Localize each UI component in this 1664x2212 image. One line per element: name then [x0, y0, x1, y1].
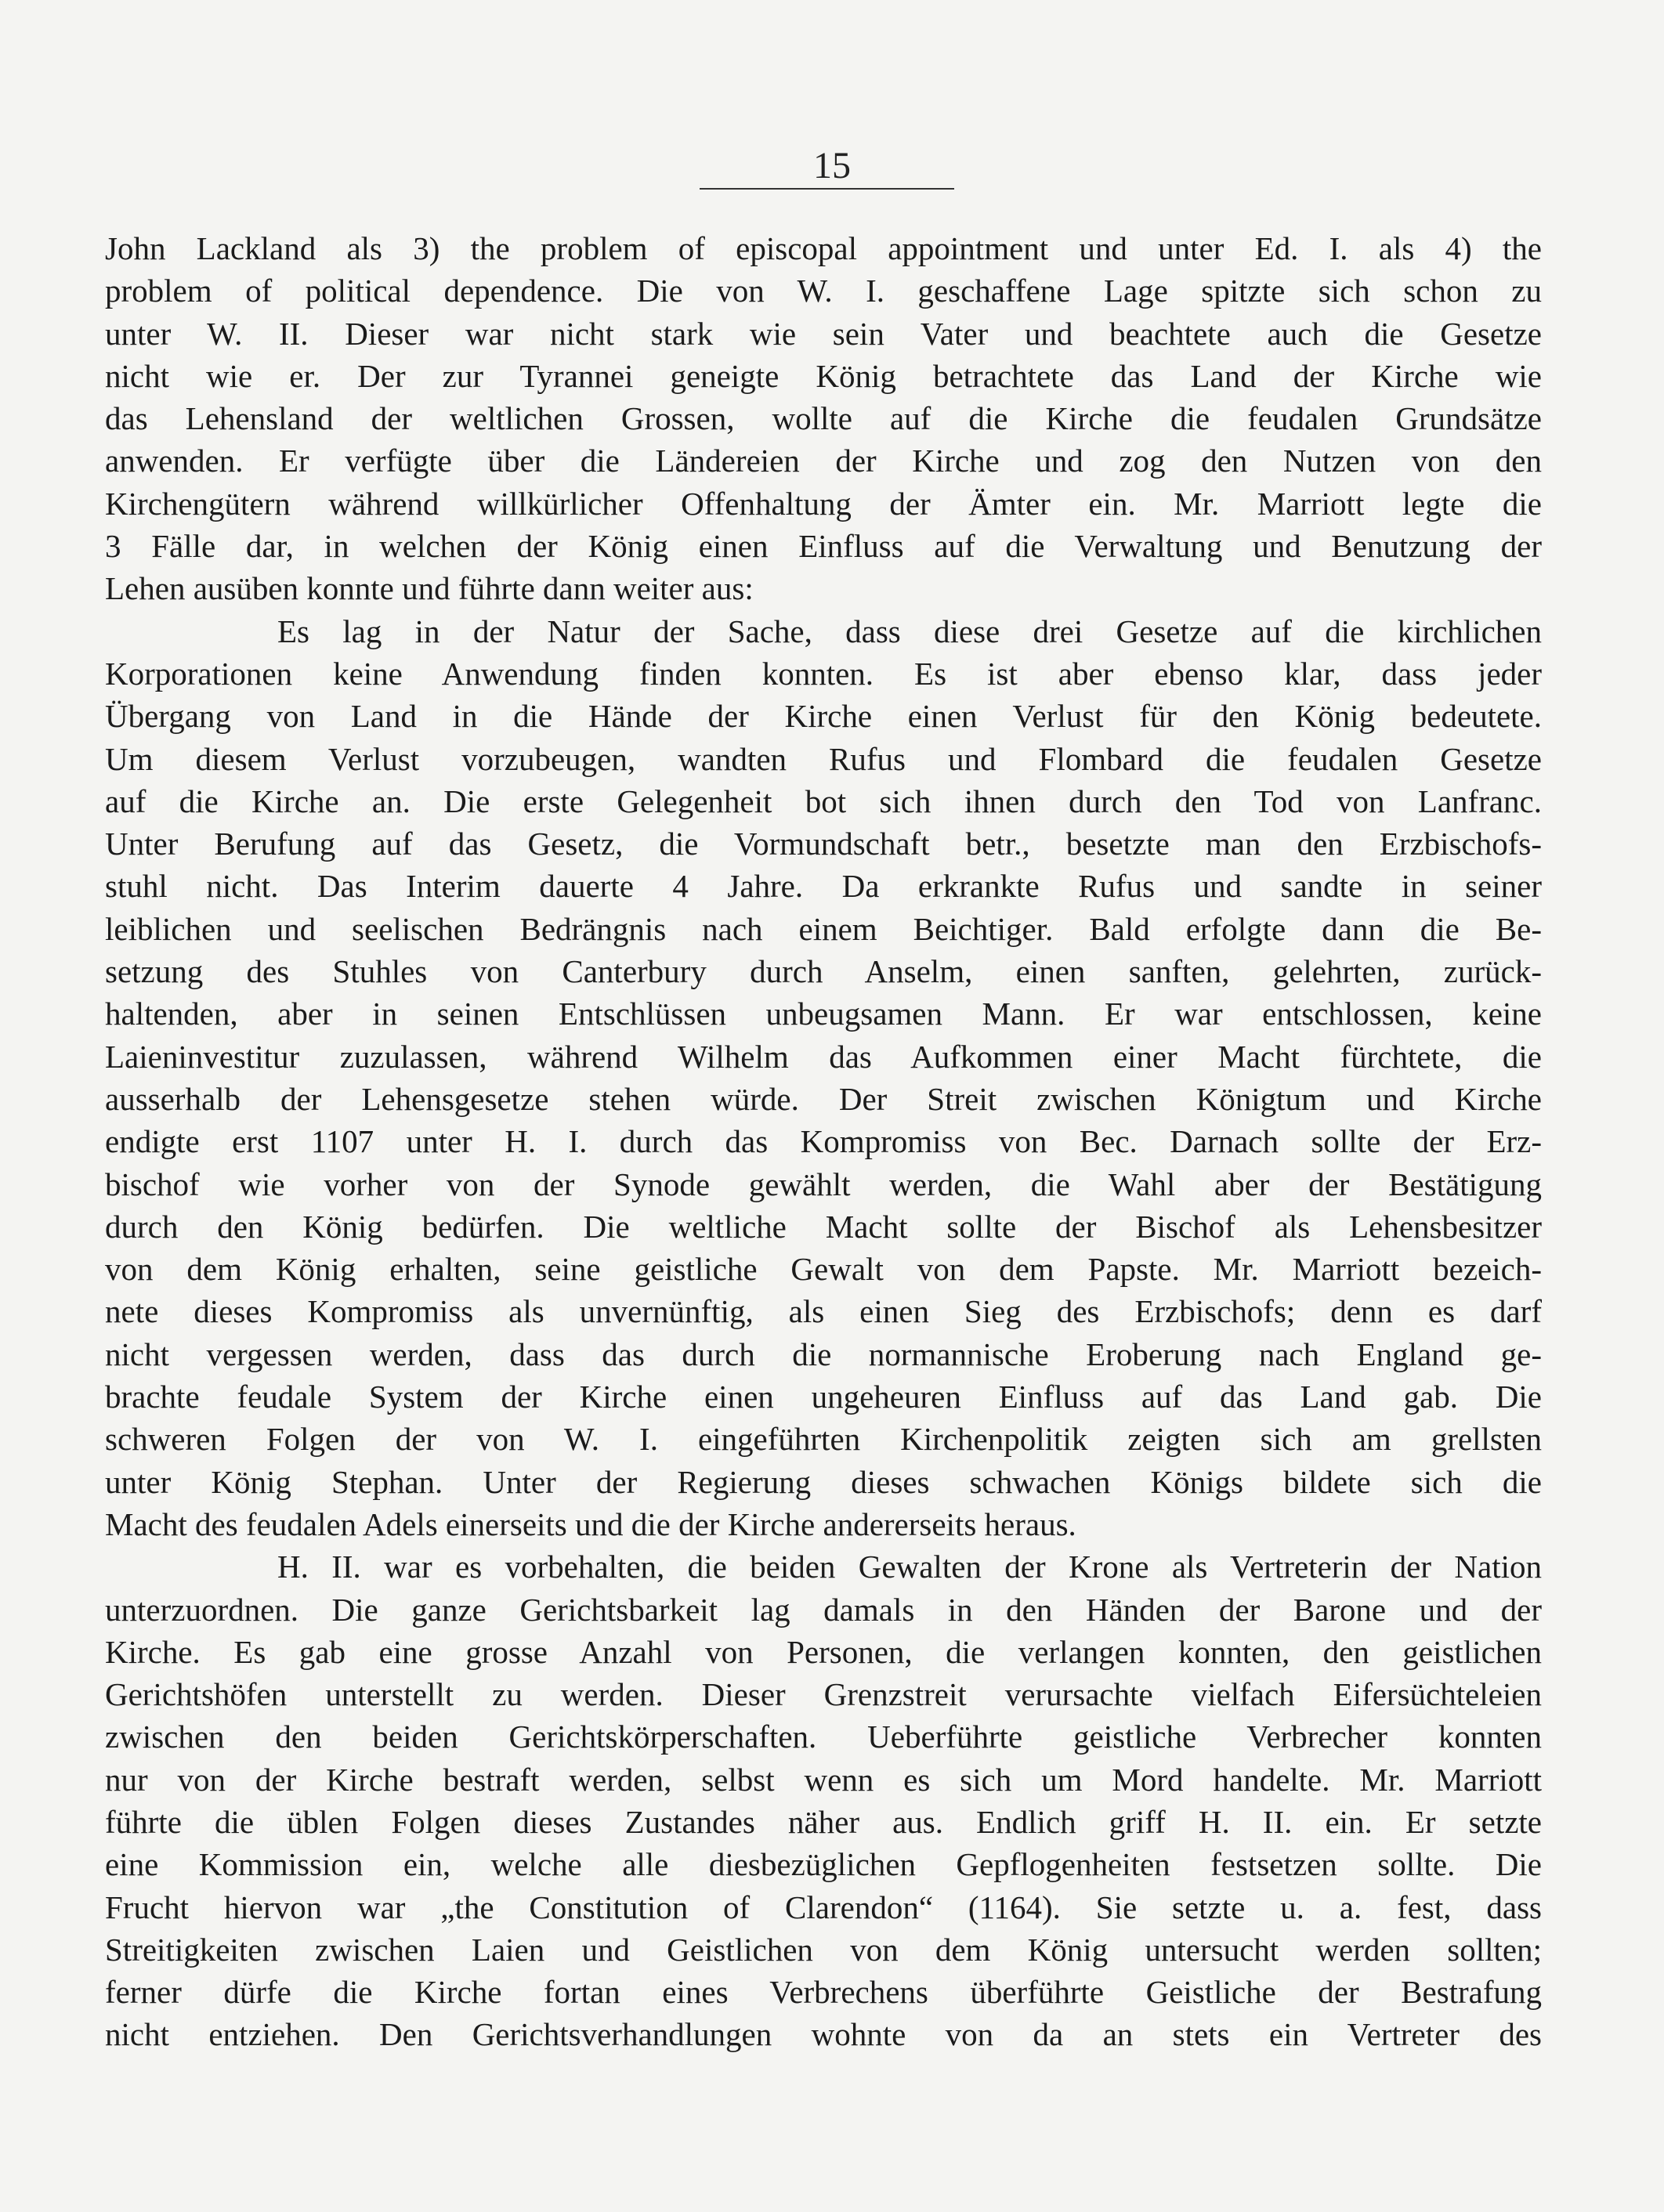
header-rule [700, 188, 954, 190]
text-line: unter König Stephan. Unter der Regierung dieses schwachen Königs bildete sich die [105, 1463, 1542, 1500]
text-line: Kirchengütern während willkürlicher Offenhaltung der Ämter ein. Mr. Marriott legte die [105, 485, 1542, 522]
body-text [105, 227, 1542, 2056]
paragraph [105, 227, 1542, 610]
text-line: unter W. II. Dieser war nicht stark wie sein Vater und beachtete auch die Gesetze [105, 315, 1542, 352]
text-line: nete dieses Kompromiss als unvernünftig, als einen Sieg des Erzbischofs; denn es darf [105, 1293, 1542, 1330]
text-line: setzung des Stuhles von Canterbury durch Anselm, einen sanften, gelehrten, zurück- [105, 953, 1542, 990]
text-line: schweren Folgen der von W. I. eingeführten Kirchenpolitik zeigten sich am grellsten [105, 1421, 1542, 1458]
text-line: nicht vergessen werden, dass das durch die normannische Eroberung nach England ge- [105, 1336, 1542, 1372]
text-line: eine Kommission ein, welche alle diesbezüglichen Gepflogenheiten festsetzen sollte. Die [105, 1846, 1542, 1883]
text-line: brachte feudale System der Kirche einen ungeheuren Einfluss auf das Land gab. Die [105, 1379, 1542, 1415]
text-line: nur von der Kirche bestraft werden, selbst wenn es sich um Mord handelte. Mr. Marriott [105, 1761, 1542, 1798]
text-line: zwischen den beiden Gerichtskörperschaften. Ueberführte geistliche Verbrecher konnten [105, 1719, 1542, 1755]
text-line: stuhl nicht. Das Interim dauerte 4 Jahre. Da erkrankte Rufus und sandte in seiner [105, 868, 1542, 905]
text-line: 3 Fälle dar, in welchen der König einen Einfluss auf die Verwaltung und Benutzung der [105, 528, 1542, 565]
text-line: Korporationen keine Anwendung finden konnten. Es ist aber ebenso klar, dass jeder [105, 655, 1542, 692]
text-line: Unter Berufung auf das Gesetz, die Vormundschaft betr., besetzte man den Erzbischofs- [105, 826, 1542, 862]
text-line: nicht wie er. Der zur Tyrannei geneigte König betrachtete das Land der Kirche wie [105, 357, 1542, 394]
text-line: leiblichen und seelischen Bedrängnis nach einem Beichtiger. Bald erfolgte dann die Be- [105, 910, 1542, 947]
text-line: durch den König bedürfen. Die weltliche Macht sollte der Bischof als Lehensbesitzer [105, 1208, 1542, 1245]
text-line: von dem König erhalten, seine geistliche Gewalt von dem Papste. Mr. Marriott bezeich- [105, 1251, 1542, 1288]
text-line: bischof wie vorher von der Synode gewählt werden, die Wahl aber der Bestätigung [105, 1166, 1542, 1202]
text-line: führte die üblen Folgen dieses Zustandes näher aus. Endlich griff H. II. ein. Er setzte [105, 1803, 1542, 1840]
text-line: auf die Kirche an. Die erste Gelegenheit bot sich ihnen durch den Tod von Lanfranc. [105, 783, 1542, 819]
text-line: problem of political dependence. Die von W. I. geschaffene Lage spitzte sich schon zu [105, 273, 1542, 309]
text-line: das Lehensland der weltlichen Grossen, wollte auf die Kirche die feudalen Grundsätze [105, 400, 1542, 437]
paragraph [105, 1545, 1542, 2056]
text-line: Kirche. Es gab eine grosse Anzahl von Personen, die verlangen konnten, den geistlichen [105, 1633, 1542, 1670]
text-line: Macht des feudalen Adels einerseits und die der Kirche andererseits heraus. [105, 1505, 1076, 1542]
text-line: John Lackland als 3) the problem of episcopal appointment und unter Ed. I. als 4) the [105, 230, 1542, 266]
text-line: endigte erst 1107 unter H. I. durch das Kompromiss von Bec. Darnach sollte der Erz- [105, 1123, 1542, 1160]
text-line: Es lag in der Natur der Sache, dass diese drei Gesetze auf die kirchlichen [277, 613, 1542, 649]
text-line: H. II. war es vorbehalten, die beiden Gewalten der Krone als Vertreterin der Nation [277, 1549, 1542, 1585]
text-line: ausserhalb der Lehensgesetze stehen würde. Der Streit zwischen Königtum und Kirche [105, 1080, 1542, 1117]
text-line: Gerichtshöfen unterstellt zu werden. Dieser Grenzstreit verursachte vielfach Eifersüchteleien [105, 1676, 1542, 1713]
text-line: Streitigkeiten zwischen Laien und Geistlichen von dem König untersucht werden sollten; [105, 1931, 1542, 1968]
text-line: Frucht hiervon war „the Constitution of Clarendon“ (1164). Sie setzte u. a. fest, dass [105, 1889, 1542, 1925]
text-line: Lehen ausüben konnte und führte dann weiter aus: [105, 570, 754, 607]
text-line: Übergang von Land in die Hände der Kirche einen Verlust für den König bedeutete. [105, 698, 1542, 735]
page-number: 15 [813, 145, 851, 186]
text-line: Um diesem Verlust vorzubeugen, wandten Rufus und Flombard die feudalen Gesetze [105, 740, 1542, 777]
text-line: ferner dürfe die Kirche fortan eines Verbrechens überführte Geistliche der Bestrafung [105, 1974, 1542, 2011]
text-line: haltenden, aber in seinen Entschlüssen unbeugsamen Mann. Er war entschlossen, keine [105, 996, 1542, 1032]
text-line: unterzuordnen. Die ganze Gerichtsbarkeit lag damals in den Händen der Barone und der [105, 1591, 1542, 1628]
text-line: nicht entziehen. Den Gerichtsverhandlungen wohnte von da an stets ein Vertreter des [105, 2016, 1542, 2053]
text-line: Laieninvestitur zuzulassen, während Wilhelm das Aufkommen einer Macht fürchtete, die [105, 1038, 1542, 1075]
text-line: anwenden. Er verfügte über die Ländereien der Kirche und zog den Nutzen von den [105, 443, 1542, 479]
paragraph [105, 610, 1542, 1546]
